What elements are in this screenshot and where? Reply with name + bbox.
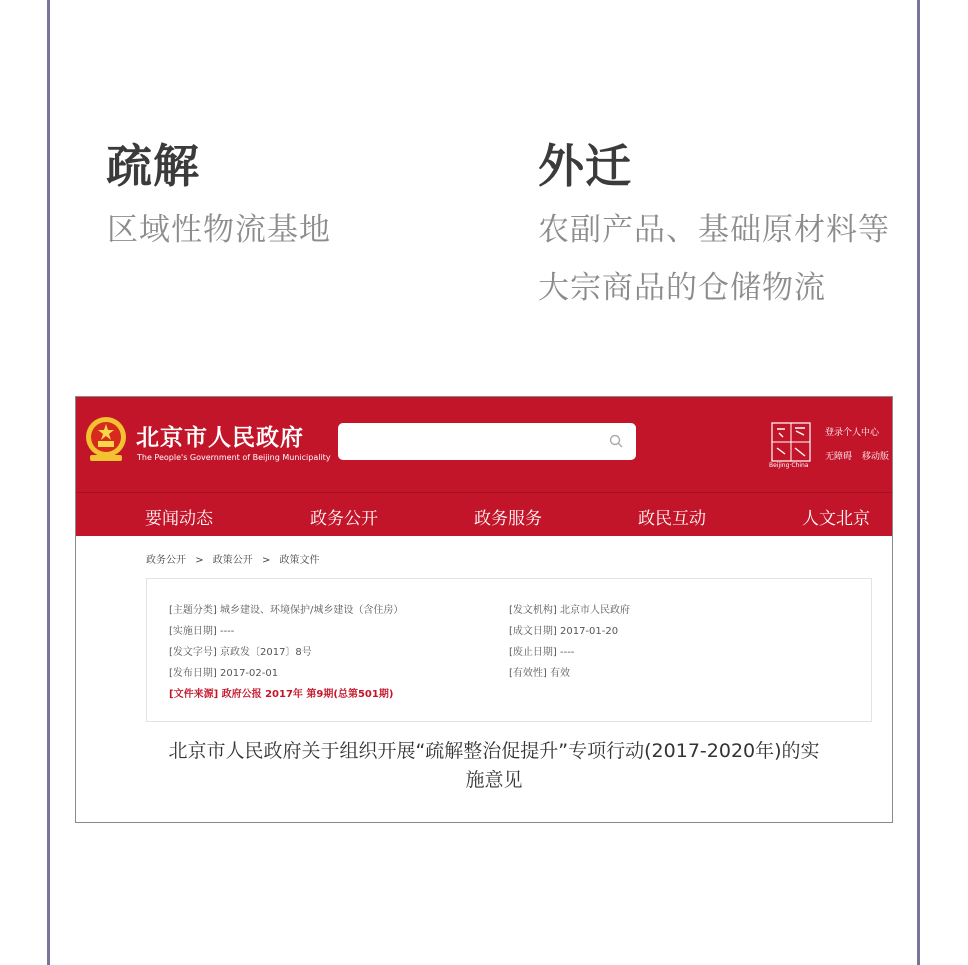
breadcrumb-item-affairs[interactable]: 政务公开	[146, 555, 186, 566]
document-title-line-1: 北京市人民政府关于组织开展“疏解整治促提升”专项行动(2017-2020年)的实	[168, 740, 820, 762]
breadcrumb	[146, 551, 326, 566]
search-input[interactable]	[338, 423, 636, 460]
login-link[interactable]: 登录	[825, 428, 844, 438]
capital-logo-caption: Beijing·China	[769, 462, 809, 469]
gov-website-screenshot	[75, 396, 893, 823]
site-name-en: The People's Government of Beijing Municipality	[137, 453, 331, 462]
nav-item-news[interactable]: 要闻动态	[145, 509, 213, 529]
nav-item-interaction[interactable]: 政民互动	[638, 509, 706, 529]
meta-publish-date: [发布日期] 2017-02-01	[169, 668, 279, 679]
personal-center-link[interactable]: 个人中心	[843, 428, 880, 438]
capital-logo-icon	[770, 421, 812, 467]
topic-title-waiqian: 外迁	[538, 139, 632, 193]
breadcrumb-separator: >	[195, 555, 204, 566]
search-icon[interactable]	[608, 433, 624, 449]
breadcrumb-item-policy[interactable]: 政策公开	[212, 555, 253, 566]
topic-subtitle-line-2: 大宗商品的仓储物流	[538, 270, 826, 306]
meta-repeal-date: [废止日期] ----	[509, 647, 575, 658]
document-meta-box	[146, 578, 872, 722]
nav-item-culture[interactable]: 人文北京	[802, 509, 870, 529]
topic-subtitle-line-1: 农副产品、基础原材料等	[538, 212, 890, 248]
meta-source[interactable]: [文件来源] 政府公报 2017年 第9期(总第501期)	[169, 689, 394, 700]
accessibility-link[interactable]: 无障碍	[825, 452, 853, 462]
frame-left-line	[47, 0, 50, 965]
meta-validity: [有效性] 有效	[509, 668, 570, 679]
site-name[interactable]: 北京市人民政府	[136, 425, 304, 451]
meta-issuer: [发文机构] 北京市人民政府	[509, 605, 630, 616]
document-title-line-2: 施意见	[465, 769, 523, 791]
frame-right-line	[917, 0, 920, 965]
national-emblem-icon	[84, 415, 128, 465]
meta-doc-number: [发文字号] 京政发〔2017〕8号	[169, 647, 312, 658]
main-nav	[76, 492, 892, 536]
gov-header	[76, 397, 892, 492]
topic-title-shujie: 疏解	[106, 139, 200, 193]
document-title	[136, 737, 852, 795]
mobile-version-link[interactable]: 移动版	[862, 452, 890, 462]
breadcrumb-separator: >	[261, 555, 271, 566]
topic-subtitle-shujie: 区域性物流基地	[107, 212, 331, 248]
meta-category: [主题分类] 城乡建设、环境保护/城乡建设（含住房）	[169, 605, 404, 616]
nav-item-affairs-public[interactable]: 政务公开	[310, 509, 378, 529]
breadcrumb-item-documents[interactable]: 政策文件	[279, 555, 320, 566]
meta-effective-date: [实施日期] ----	[169, 626, 235, 637]
nav-item-services[interactable]: 政务服务	[474, 509, 542, 529]
meta-written-date: [成文日期] 2017-01-20	[509, 626, 619, 637]
